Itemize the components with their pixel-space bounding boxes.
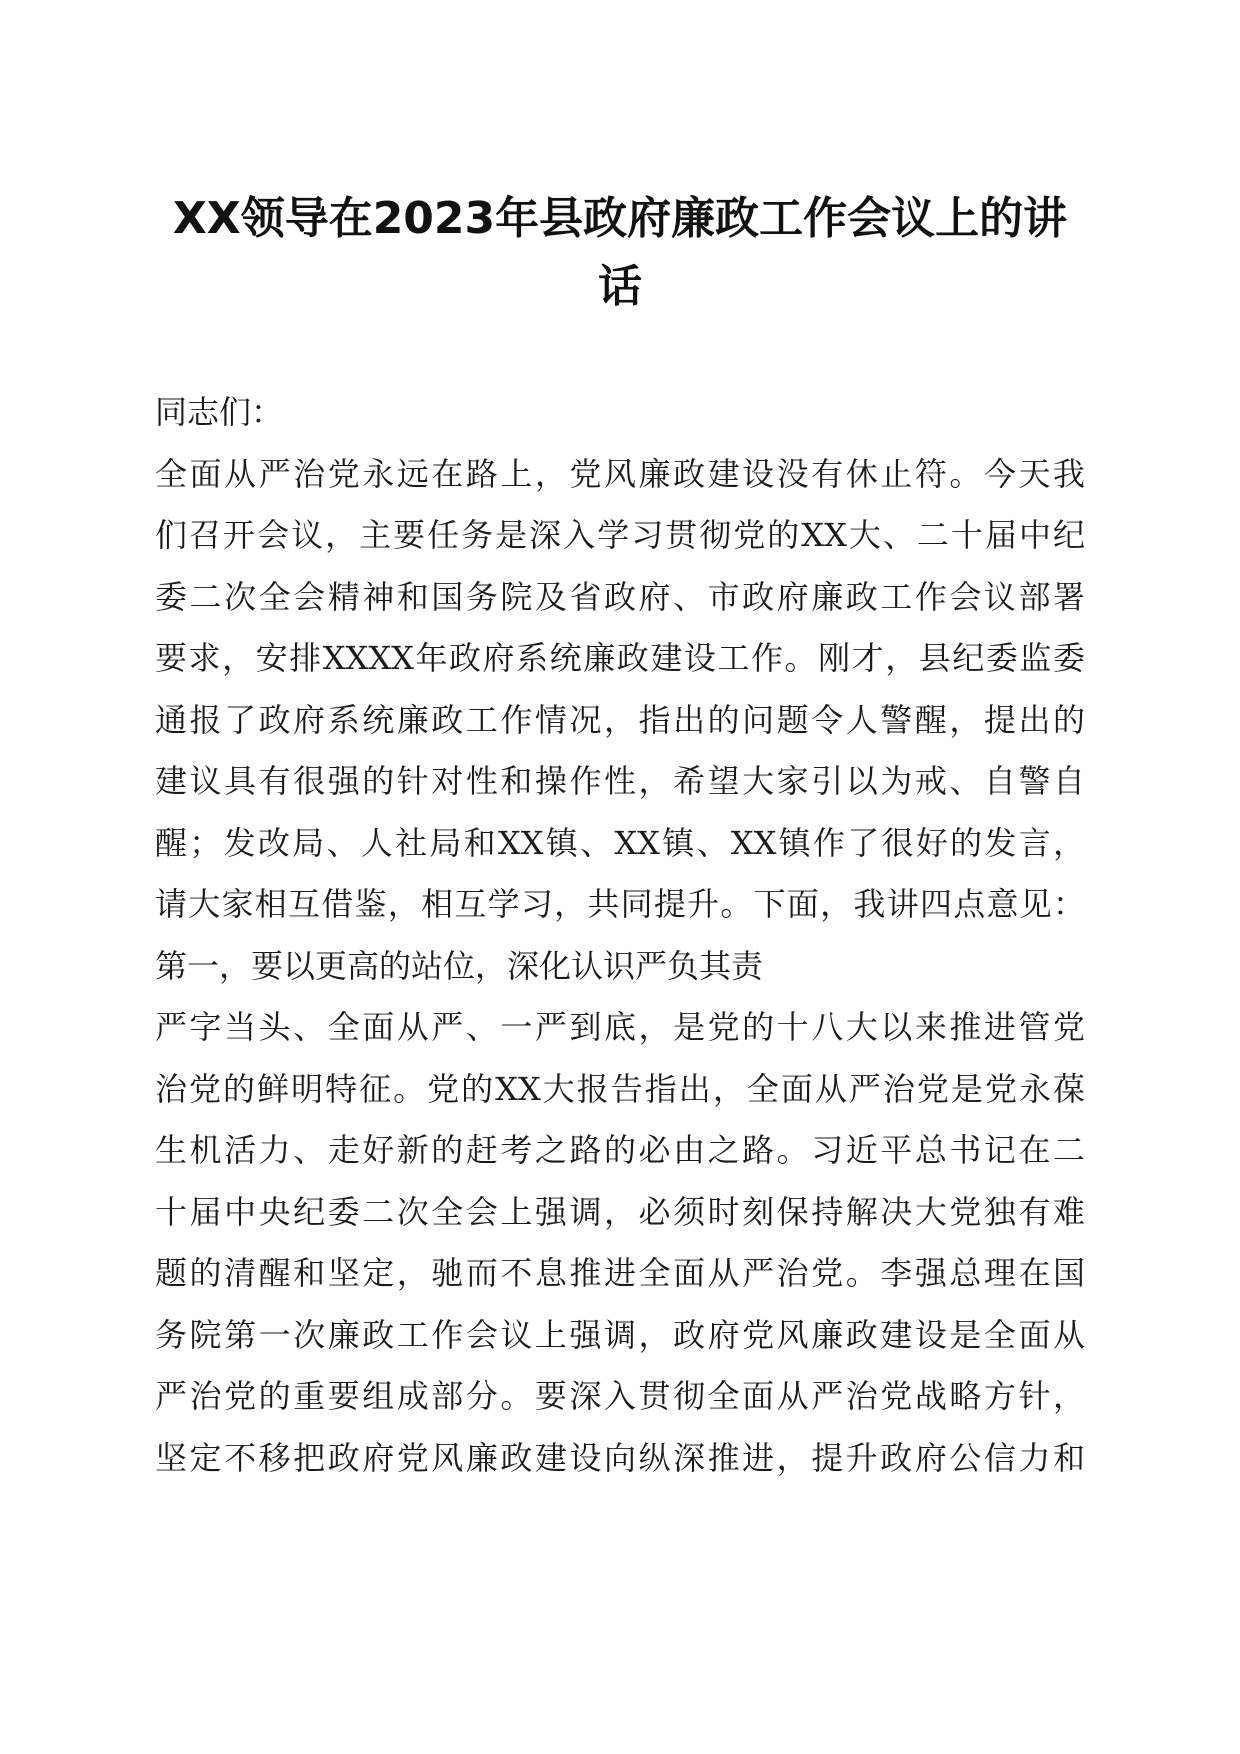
text-line: 十届中央纪委二次全会上强调，必须时刻保持解决大党独有难 <box>155 1192 1085 1231</box>
text-line: 请大家相互借鉴，相互学习，共同提升。下面，我讲四点意见： <box>155 885 1085 923</box>
text-line: 坚定不移把政府党风廉政建设向纵深推进，提升政府公信力和 <box>155 1438 1085 1477</box>
text-line: 委二次全会精神和国务院及省政府、市政府廉政工作会议部署 <box>155 577 1085 616</box>
text-line: 严治党的重要组成部分。要深入贯彻全面从严治党战略方针， <box>155 1377 1085 1415</box>
salutation: 同志们： <box>155 393 284 431</box>
text-line: 通报了政府系统廉政工作情况，指出的问题令人警醒，提出的 <box>155 700 1085 739</box>
text-line: 严字当头、全面从严、一严到底，是党的十八大以来推进管党 <box>155 1008 1085 1046</box>
text-line: 醒；发改局、人社局和XX镇、XX镇、XX镇作了很好的发言， <box>155 823 1085 862</box>
text-line: 治党的鲜明特征。党的XX大报告指出，全面从严治党是党永葆 <box>155 1069 1085 1108</box>
text-line: 生机活力、走好新的赶考之路的必由之路。习近平总书记在二 <box>155 1131 1085 1169</box>
text-line: 题的清醒和坚定，驰而不息推进全面从严治党。李强总理在国 <box>155 1254 1085 1292</box>
section-heading: 第一，要以更高的站位，深化认识严负其责 <box>155 946 764 985</box>
text-line: 要求，安排XXXX年政府系统廉政建设工作。刚才，县纪委监委 <box>155 639 1085 677</box>
document-title <box>140 185 1100 321</box>
text-line: 全面从严治党永远在路上，党风廉政建设没有休止符。今天我 <box>155 454 1085 493</box>
text-line: 们召开会议，主要任务是深入学习贯彻党的XX大、二十届中纪 <box>155 516 1085 554</box>
text-line: 务院第一次廉政工作会议上强调，政府党风廉政建设是全面从 <box>155 1315 1085 1354</box>
title-line: XX领导在2023年县政府廉政工作会议上的讲 <box>172 193 1068 244</box>
document-body <box>155 382 1085 1489</box>
title-line: 话 <box>598 261 642 312</box>
text-line: 建议具有很强的针对性和操作性，希望大家引以为戒、自警自 <box>155 762 1085 800</box>
